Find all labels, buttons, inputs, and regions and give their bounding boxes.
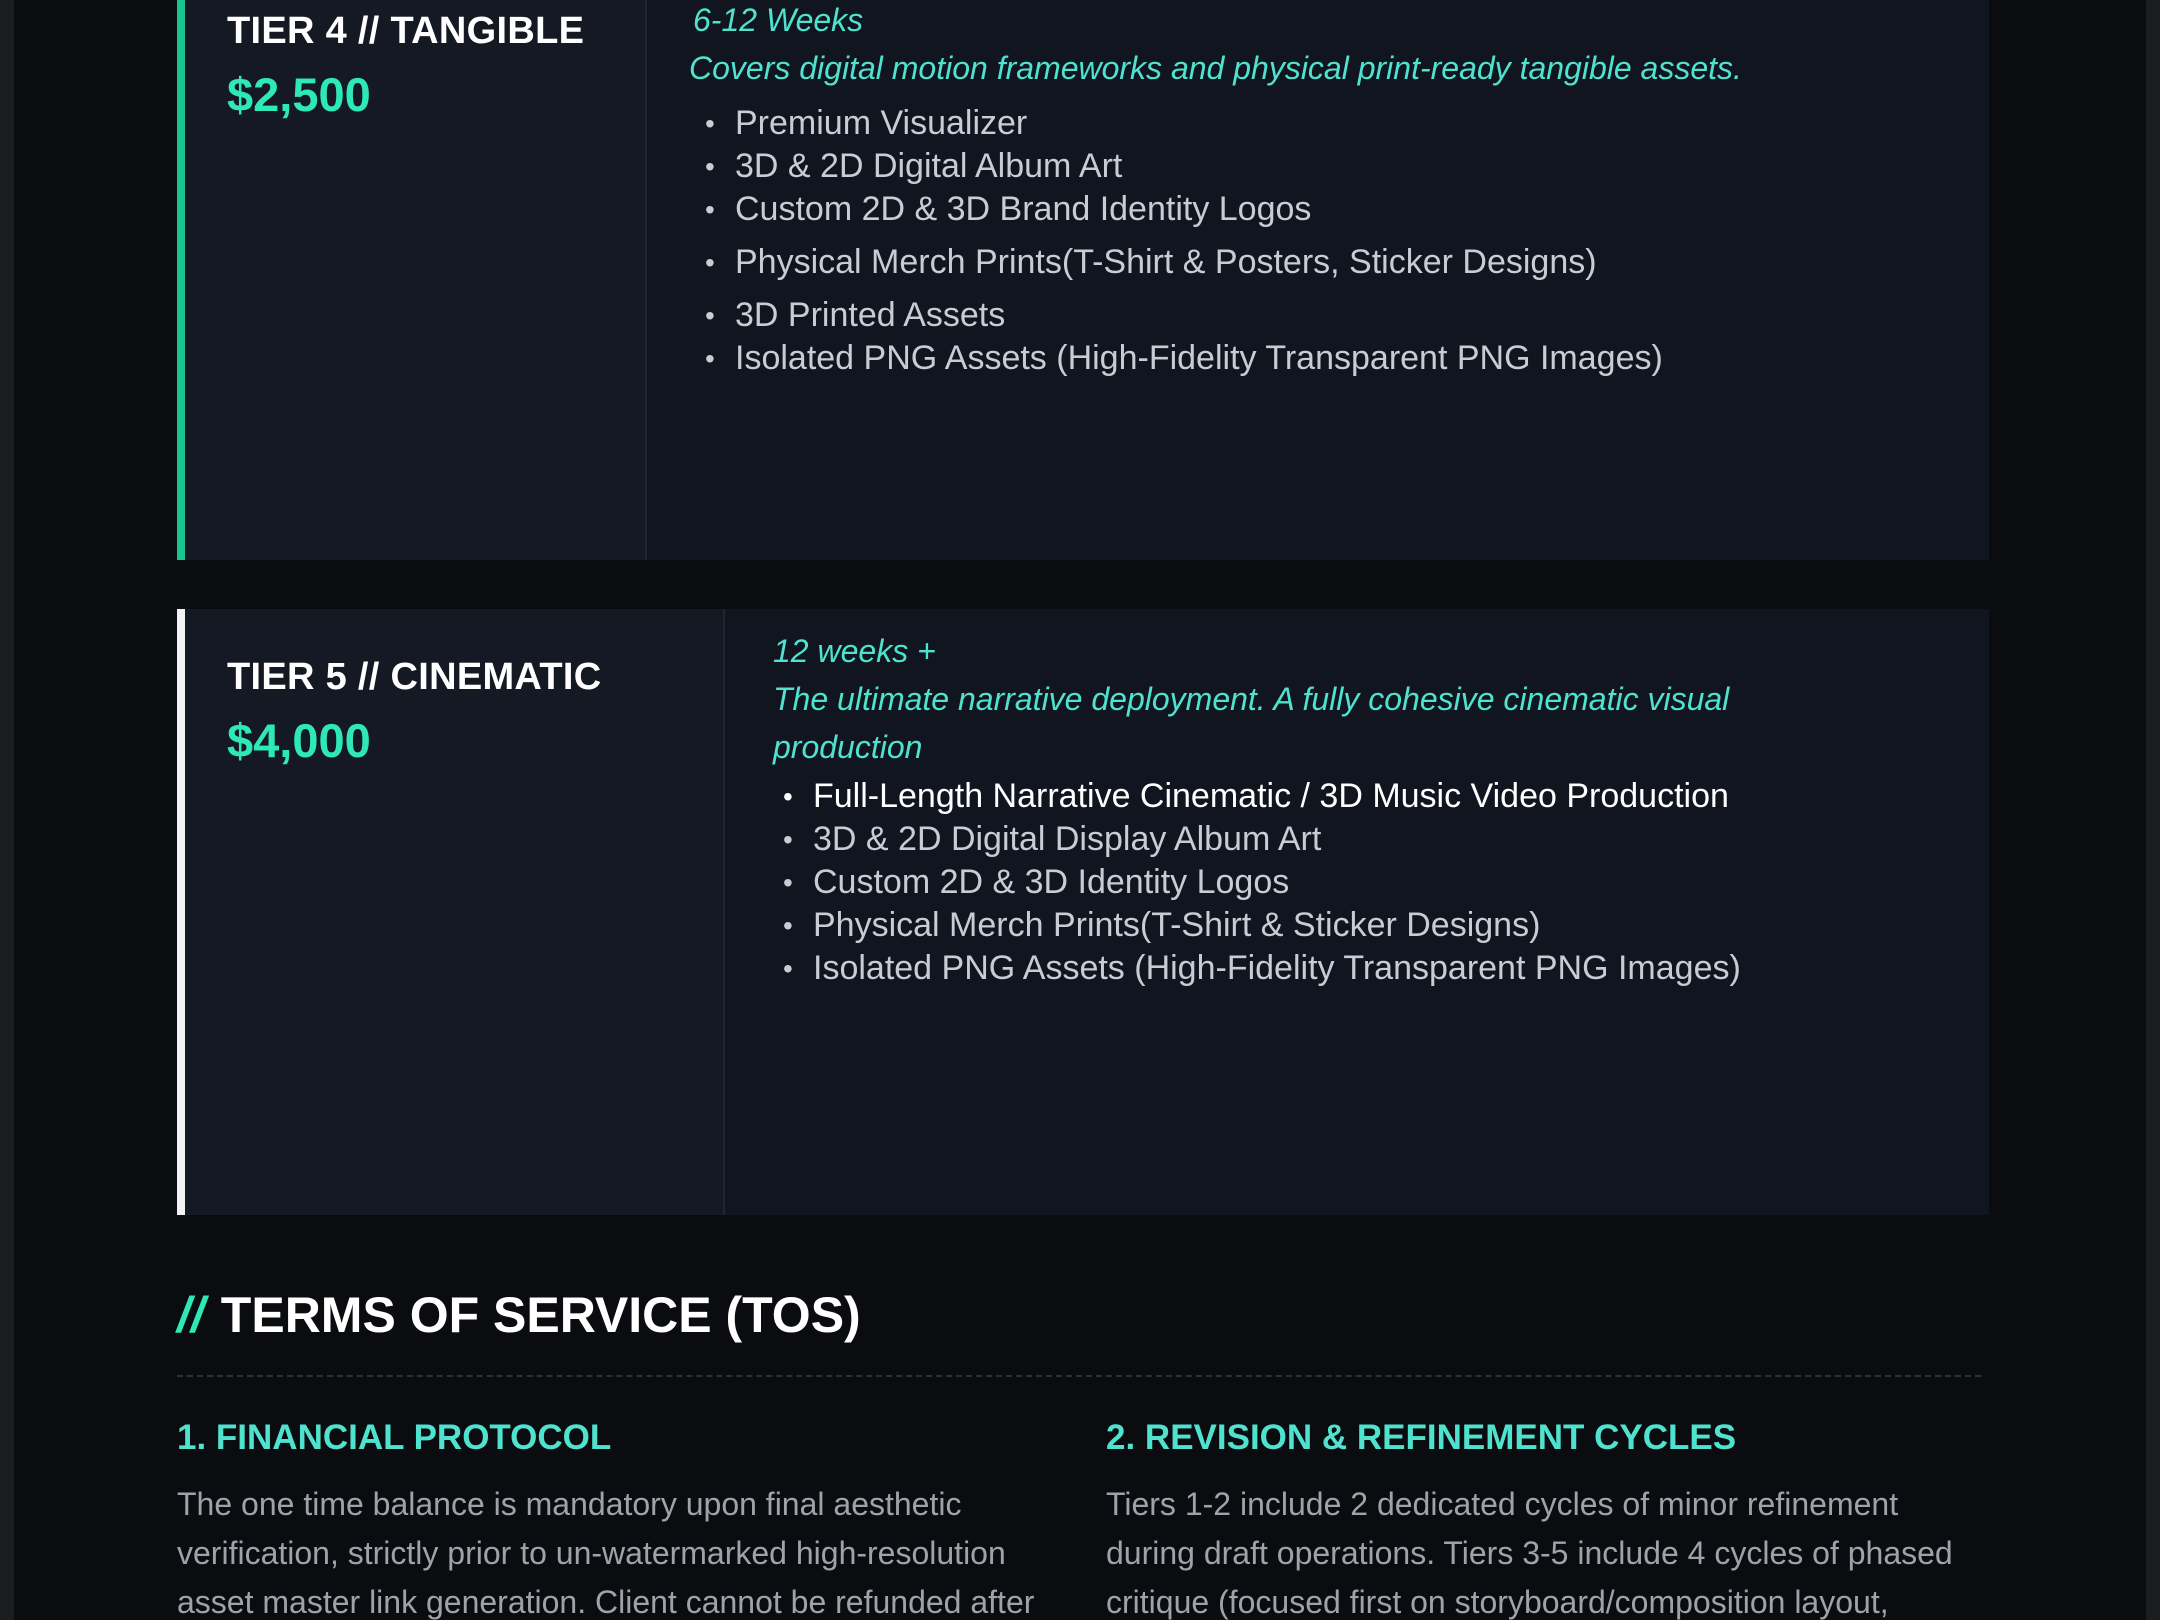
tier-title: TIER 5 // CINEMATIC bbox=[227, 656, 602, 698]
tos-section-title: 2. REVISION & REFINEMENT CYCLES bbox=[1106, 1418, 1737, 1457]
tier-card-tangible bbox=[177, 0, 1989, 560]
tos-section-body: Tiers 1-2 include 2 dedicated cycles of minor refinement during draft operations. Tiers 3-5 include 4 cycles of phased critique (focused first on storyboard/composition layout, bbox=[1106, 1486, 1953, 1620]
tier-price: $4,000 bbox=[227, 714, 371, 767]
feature-item: • Full-Length Narrative Cinematic / 3D Music Video Production bbox=[773, 775, 1989, 818]
tier-price: $2,500 bbox=[227, 68, 371, 121]
tier-details bbox=[647, 0, 1989, 560]
tos-heading bbox=[177, 1286, 861, 1344]
tos-section-title: 1. FINANCIAL PROTOCOL bbox=[177, 1418, 612, 1457]
divider bbox=[177, 1375, 1981, 1377]
tos-section-body: The one time balance is mandatory upon final aesthetic verification, strictly prior to un-watermarked high-resolution asset master link generation. Client cannot be refunded after bbox=[177, 1486, 1035, 1620]
tier-duration: 12 weeks + bbox=[773, 633, 936, 669]
heading-slash: // bbox=[177, 1287, 205, 1343]
tier-title: TIER 4 // TANGIBLE bbox=[227, 10, 585, 52]
tier-description: Covers digital motion frameworks and physical print-ready tangible assets. bbox=[689, 50, 1742, 86]
tier-duration: 6-12 Weeks bbox=[693, 2, 864, 38]
feature-item: • Physical Merch Prints(T-Shirt & Posters, Sticker Designs) bbox=[695, 241, 1989, 284]
tier-details bbox=[725, 609, 1989, 1215]
feature-item: • Isolated PNG Assets (High-Fidelity Transparent PNG Images) bbox=[695, 337, 1989, 380]
feature-item: • 3D & 2D Digital Album Art bbox=[695, 145, 1989, 188]
tier-description: The ultimate narrative deployment. A fully cohesive cinematic visual production bbox=[773, 681, 1730, 765]
feature-item: • Premium Visualizer bbox=[695, 102, 1989, 145]
tos-section-financial bbox=[177, 1418, 1057, 1620]
feature-item: • Custom 2D & 3D Brand Identity Logos bbox=[695, 188, 1989, 231]
feature-item: • Isolated PNG Assets (High-Fidelity Transparent PNG Images) bbox=[773, 947, 1989, 990]
page-frame bbox=[14, 0, 2146, 1620]
tos-section-revisions bbox=[1106, 1418, 1986, 1620]
feature-list bbox=[773, 775, 1989, 990]
feature-item: • Custom 2D & 3D Identity Logos bbox=[773, 861, 1989, 904]
feature-item: • 3D & 2D Digital Display Album Art bbox=[773, 818, 1989, 861]
feature-item: • 3D Printed Assets bbox=[695, 294, 1989, 337]
tos-heading-text: TERMS OF SERVICE (TOS) bbox=[220, 1287, 861, 1343]
tier-summary bbox=[185, 0, 647, 560]
feature-item: • Physical Merch Prints(T-Shirt & Sticker Designs) bbox=[773, 904, 1989, 947]
tier-summary bbox=[185, 609, 725, 1215]
tier-card-cinematic bbox=[177, 609, 1989, 1215]
feature-list bbox=[695, 102, 1989, 380]
